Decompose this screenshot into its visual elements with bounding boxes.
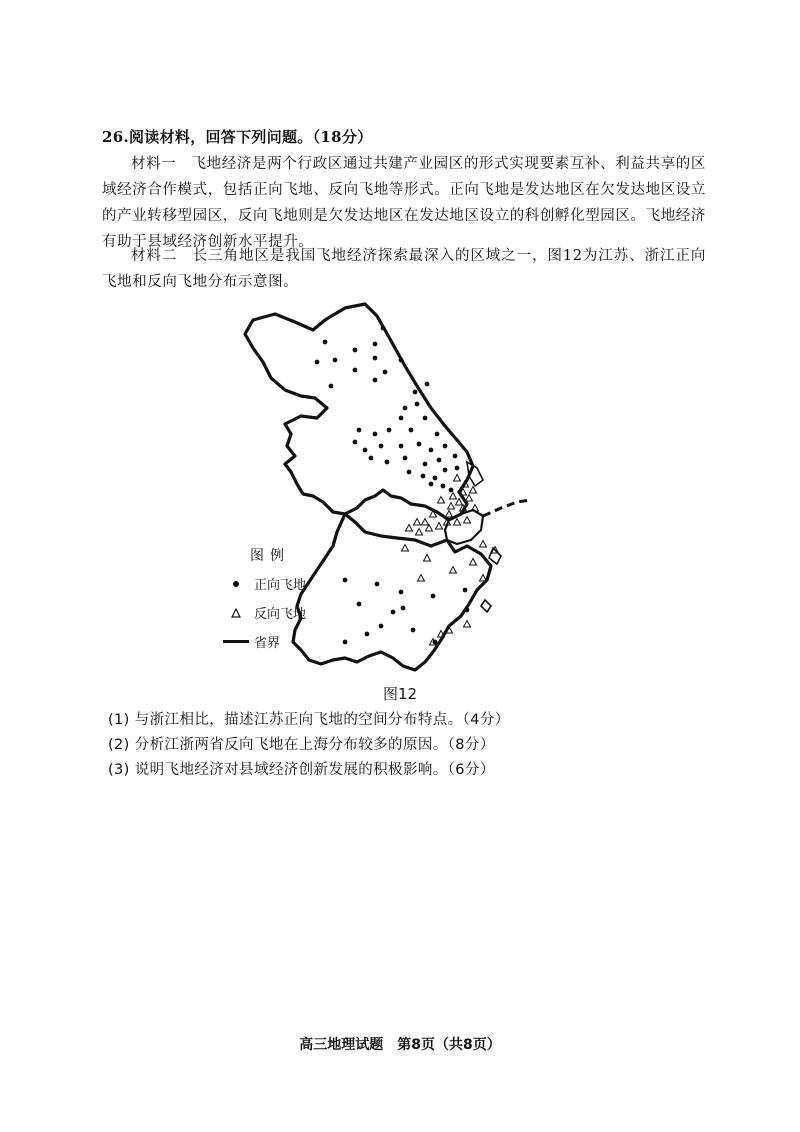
forward-enclave-dot: [453, 454, 458, 459]
forward-enclave-dot: [463, 588, 468, 593]
forward-enclave-dot: [385, 460, 390, 465]
material-2: 材料二 长三角地区是我国飞地经济探索最深入的区域之一，图12为江苏、浙江正向飞地和反向飞地分布示意图。: [102, 248, 706, 290]
reverse-enclave-triangle: [464, 621, 471, 628]
forward-enclave-dot: [353, 348, 358, 353]
figure-caption: 图12: [382, 685, 418, 703]
forward-enclave-dot: [441, 484, 446, 489]
forward-enclave-dot: [399, 416, 404, 421]
boundary-line-icon: [223, 640, 249, 643]
forward-enclave-dot: [403, 406, 408, 411]
forward-enclave-dot: [363, 448, 368, 453]
forward-enclave-dot: [383, 370, 388, 375]
forward-enclave-dot: [373, 432, 378, 437]
forward-enclave-dot: [343, 578, 348, 583]
forward-enclave-dot: [409, 428, 414, 433]
reverse-enclave-triangle: [418, 575, 425, 582]
forward-enclaves: [315, 326, 470, 645]
forward-enclave-dot: [433, 476, 438, 481]
jiangsu-outline: [245, 304, 473, 520]
reverse-enclave-triangle: [454, 519, 461, 526]
forward-enclave-dot: [429, 448, 434, 453]
forward-enclave-dot: [323, 340, 328, 345]
reverse-enclave-triangle: [406, 525, 413, 532]
legend-reverse: [218, 603, 306, 622]
sea-boundary: [483, 500, 531, 516]
forward-enclave-dot: [399, 444, 404, 449]
forward-enclave-dot: [353, 440, 358, 445]
reverse-enclave-triangle: [416, 529, 423, 536]
forward-enclave-dot: [329, 384, 334, 389]
forward-enclave-dot: [435, 432, 440, 437]
forward-enclave-dot: [343, 640, 348, 645]
reverse-enclave-triangle: [446, 511, 453, 518]
subquestion-1: (1) 与浙江相比，描述江苏正向飞地的空间分布特点。（4分）: [108, 712, 510, 728]
forward-enclave-dot: [353, 368, 358, 373]
forward-enclave-dot: [443, 468, 448, 473]
legend-reverse-label: 反向飞地: [254, 607, 307, 622]
forward-enclave-dot: [401, 606, 406, 611]
material-1: 材料一 飞地经济是两个行政区通过共建产业园区的形式实现要素互补、利益共享的区域经济合作模式，包括正向飞地、反向飞地等形式。正向飞地是发达地区在欠发达地区设立的产业转移型园区，反向飞地则是欠发达地区在发达地区设立的科创孵化型园区。飞地经济有助于县域经济创新水平提升。: [102, 156, 706, 250]
legend-boundary: [218, 632, 280, 651]
legend-forward-label: 正向飞地: [254, 578, 307, 593]
legend-title: 图例: [250, 548, 290, 564]
dot-icon: [233, 581, 239, 587]
forward-enclave-dot: [333, 358, 338, 363]
subquestion-3: (3) 说明飞地经济对县域经济创新发展的积极影响。（6分）: [108, 762, 495, 778]
question-title: 26.阅读材料，回答下列问题。（18分）: [102, 128, 373, 146]
forward-enclave-dot: [375, 582, 380, 587]
forward-enclave-dot: [373, 342, 378, 347]
reverse-enclave-triangle: [464, 517, 471, 524]
forward-enclave-dot: [381, 326, 386, 331]
forward-enclave-dot: [373, 378, 378, 383]
legend-forward: [218, 574, 306, 593]
enclave-map: [205, 300, 535, 680]
triangle-icon: [231, 608, 241, 618]
forward-enclave-dot: [413, 390, 418, 395]
shanghai-outline: [445, 510, 483, 544]
forward-enclave-dot: [437, 458, 442, 463]
forward-enclave-dot: [373, 356, 378, 361]
reverse-enclave-triangle: [480, 541, 487, 548]
reverse-enclave-triangle: [450, 567, 457, 574]
forward-enclave-dot: [423, 416, 428, 421]
forward-enclave-dot: [369, 456, 374, 461]
forward-enclave-dot: [449, 488, 454, 493]
forward-enclave-dot: [365, 632, 370, 637]
reverse-enclave-triangle: [422, 519, 429, 526]
forward-enclave-dot: [387, 428, 392, 433]
reverse-enclave-triangle: [470, 487, 477, 494]
reverse-enclave-triangle: [414, 519, 421, 526]
subquestion-2: (2) 分析江浙两省反向飞地在上海分布较多的原因。（8分）: [108, 737, 495, 753]
forward-enclave-dot: [415, 402, 420, 407]
forward-enclave-dot: [417, 442, 422, 447]
enclave-map-svg: [205, 300, 535, 680]
reverse-enclave-triangle: [448, 503, 455, 510]
forward-enclave-dot: [431, 594, 436, 599]
reverse-enclave-triangle: [470, 559, 477, 566]
forward-enclave-dot: [379, 444, 384, 449]
reverse-enclave-triangle: [402, 545, 409, 552]
reverse-enclave-triangle: [450, 493, 457, 500]
forward-enclave-dot: [357, 428, 362, 433]
forward-enclave-dot: [465, 608, 470, 613]
forward-enclave-dot: [421, 474, 426, 479]
zhejiang-outline: [293, 514, 491, 670]
forward-enclave-dot: [429, 482, 434, 487]
reverse-enclave-triangle: [480, 575, 487, 582]
forward-enclave-dot: [423, 462, 428, 467]
forward-enclave-dot: [399, 358, 404, 363]
forward-enclave-dot: [407, 470, 412, 475]
forward-enclave-dot: [455, 466, 460, 471]
forward-enclave-dot: [443, 444, 448, 449]
forward-enclave-dot: [379, 624, 384, 629]
forward-enclave-dot: [399, 590, 404, 595]
forward-enclave-dot: [411, 628, 416, 633]
forward-enclave-dot: [403, 456, 408, 461]
coast-islands: [467, 462, 501, 612]
reverse-enclave-triangle: [424, 555, 431, 562]
reverse-enclave-triangle: [454, 475, 461, 482]
legend-boundary-label: 省界: [254, 636, 281, 651]
reverse-enclave-triangle: [438, 497, 445, 504]
forward-enclave-dot: [315, 360, 320, 365]
forward-enclave-dot: [391, 610, 396, 615]
forward-enclave-dot: [357, 602, 362, 607]
forward-enclave-dot: [425, 382, 430, 387]
page-footer: 高三地理试题 第8页（共8页）: [299, 1037, 501, 1053]
reverse-enclave-triangle: [436, 523, 443, 530]
